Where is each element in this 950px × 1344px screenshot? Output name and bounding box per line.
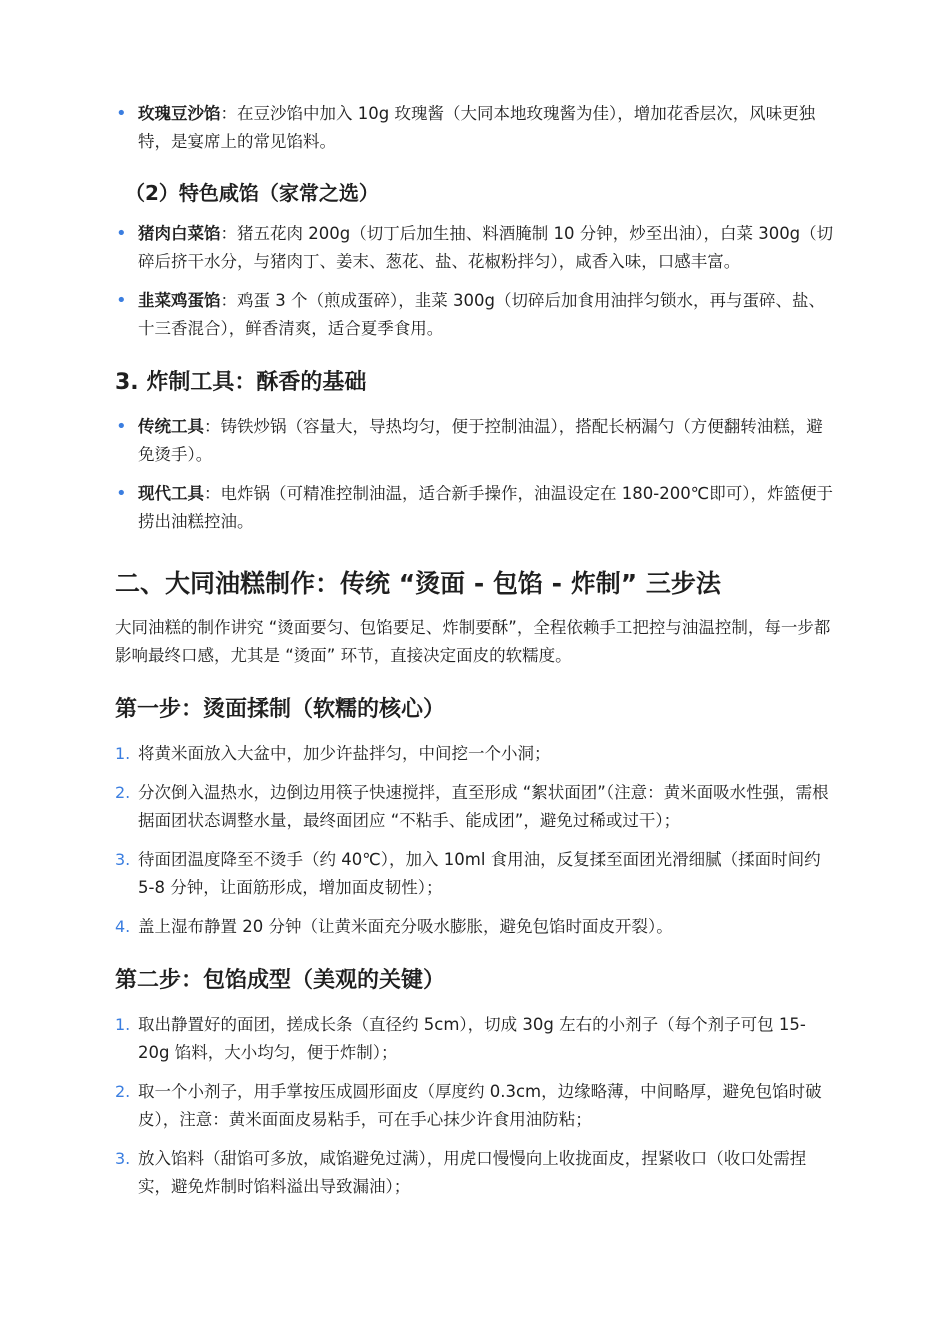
list-item: • 玫瑰豆沙馅：在豆沙馅中加入 10g 玫瑰酱（大同本地玫瑰酱为佳），增加花香层次，风味更独特，是宴席上的常见馅料。 — [115, 100, 835, 156]
item-term: 传统工具 — [138, 417, 204, 436]
bullet-icon: • — [116, 483, 127, 504]
item-text: 取出静置好的面团，搓成长条（直径约 5cm），切成 30g 左右的小剂子（每个剂子可包 15-20g 馅料，大小均匀，便于炸制）； — [138, 1015, 806, 1062]
list-item: • 韭菜鸡蛋馅：鸡蛋 3 个（煎成蛋碎），韭菜 300g（切碎后加食用油拌匀锁水，再与蛋碎、盐、十三香混合），鲜香清爽，适合夏季食用。 — [115, 287, 835, 343]
bullet-icon: • — [116, 223, 127, 244]
item-term: 现代工具 — [138, 484, 204, 503]
item-term: 猪肉白菜馅 — [138, 224, 221, 243]
item-text: 将黄米面放入大盆中，加少许盐拌匀，中间挖一个小洞； — [138, 744, 551, 763]
item-text: 电炸锅（可精准控制油温，适合新手操作，油温设定在 180-200℃即可），炸篮便于捞出油糕控油。 — [138, 484, 833, 531]
item-text: 待面团温度降至不烫手（约 40℃），加入 10ml 食用油，反复揉至面团光滑细腻（揉面时间约 5-8 分钟，让面筋形成，增加面皮韧性）； — [138, 850, 821, 897]
item-text: 在豆沙馅中加入 10g 玫瑰酱（大同本地玫瑰酱为佳），增加花香层次，风味更独特，是宴席上的常见馅料。 — [138, 104, 816, 151]
list-item — [115, 1145, 835, 1201]
list-number: 2. — [115, 783, 131, 802]
list-number: 1. — [115, 1015, 131, 1034]
item-term: 韭菜鸡蛋馅 — [138, 291, 221, 310]
bullet-icon: • — [116, 416, 127, 437]
item-text: 盖上湿布静置 20 分钟（让黄米面充分吸水膨胀，避免包馅时面皮开裂）。 — [138, 917, 673, 936]
item-text: 取一个小剂子，用手掌按压成圆形面皮（厚度约 0.3cm，边缘略薄，中间略厚，避免包馅时破皮），注意：黄米面面皮易粘手，可在手心抹少许食用油防粘； — [138, 1082, 822, 1129]
item-text: 放入馅料（甜馅可多放，咸馅避免过满），用虎口慢慢向上收拢面皮，捏紧收口（收口处需捏实，避免炸制时馅料溢出导致漏油）； — [138, 1149, 807, 1196]
list-item — [115, 1078, 835, 1134]
list-item — [115, 1011, 835, 1067]
list-number: 2. — [115, 1082, 131, 1101]
item-text: 铸铁炒锅（容量大，导热均匀，便于控制油温），搭配长柄漏勺（方便翻转油糕，避免烫手）。 — [138, 417, 823, 464]
item-text: 猪五花肉 200g（切丁后加生抽、料酒腌制 10 分钟，炒至出油），白菜 300g（切碎后挤干水分，与猪肉丁、姜末、葱花、盐、花椒粉拌匀），咸香入味，口感丰富。 — [138, 224, 834, 271]
chapter-title: 二、大同油糕制作：传统 “烫面 - 包馅 - 炸制” 三步法 — [115, 569, 721, 598]
step1-heading: 第一步：烫面揉制（软糯的核心） — [115, 697, 446, 722]
list-number: 3. — [115, 850, 131, 869]
list-item — [115, 913, 835, 941]
savory-heading: （2）特色咸馅（家常之选） — [125, 181, 379, 205]
item-term: 玫瑰豆沙馅 — [138, 104, 221, 123]
list-number: 3. — [115, 1149, 131, 1168]
tools-heading: 3. 炸制工具：酥香的基础 — [115, 370, 367, 395]
step2-heading: 第二步：包馅成型（美观的关键） — [115, 968, 446, 993]
chapter-intro: 大同油糕的制作讲究 “烫面要匀、包馅要足、炸制要酥”，全程依赖手工把控与油温控制，每一步都影响最终口感，尤其是 “烫面” 环节，直接决定面皮的软糯度。 — [115, 618, 831, 665]
list-item — [115, 779, 835, 835]
list-item: • 现代工具：电炸锅（可精准控制油温，适合新手操作，油温设定在 180-200℃即可），炸篮便于捞出油糕控油。 — [115, 480, 835, 536]
item-text: 分次倒入温热水，边倒边用筷子快速搅拌，直至形成 “絮状面团”（注意：黄米面吸水性强，需根据面团状态调整水量，最终面团应 “不粘手、能成团”，避免过稀或过干）； — [138, 783, 829, 830]
list-item — [115, 740, 835, 768]
list-item: • 传统工具：铸铁炒锅（容量大，导热均匀，便于控制油温），搭配长柄漏勺（方便翻转油糕，避免烫手）。 — [115, 413, 835, 469]
list-number: 1. — [115, 744, 131, 763]
list-number: 4. — [115, 917, 131, 936]
list-item — [115, 846, 835, 902]
bullet-icon: • — [116, 103, 127, 124]
list-item: • 猪肉白菜馅：猪五花肉 200g（切丁后加生抽、料酒腌制 10 分钟，炒至出油），白菜 300g（切碎后挤干水分，与猪肉丁、姜末、葱花、盐、花椒粉拌匀），咸香入味，口感丰富。 — [115, 220, 835, 276]
document-page — [115, 100, 835, 1212]
item-text: 鸡蛋 3 个（煎成蛋碎），韭菜 300g（切碎后加食用油拌匀锁水，再与蛋碎、盐、十三香混合），鲜香清爽，适合夏季食用。 — [138, 291, 825, 338]
bullet-icon: • — [116, 290, 127, 311]
